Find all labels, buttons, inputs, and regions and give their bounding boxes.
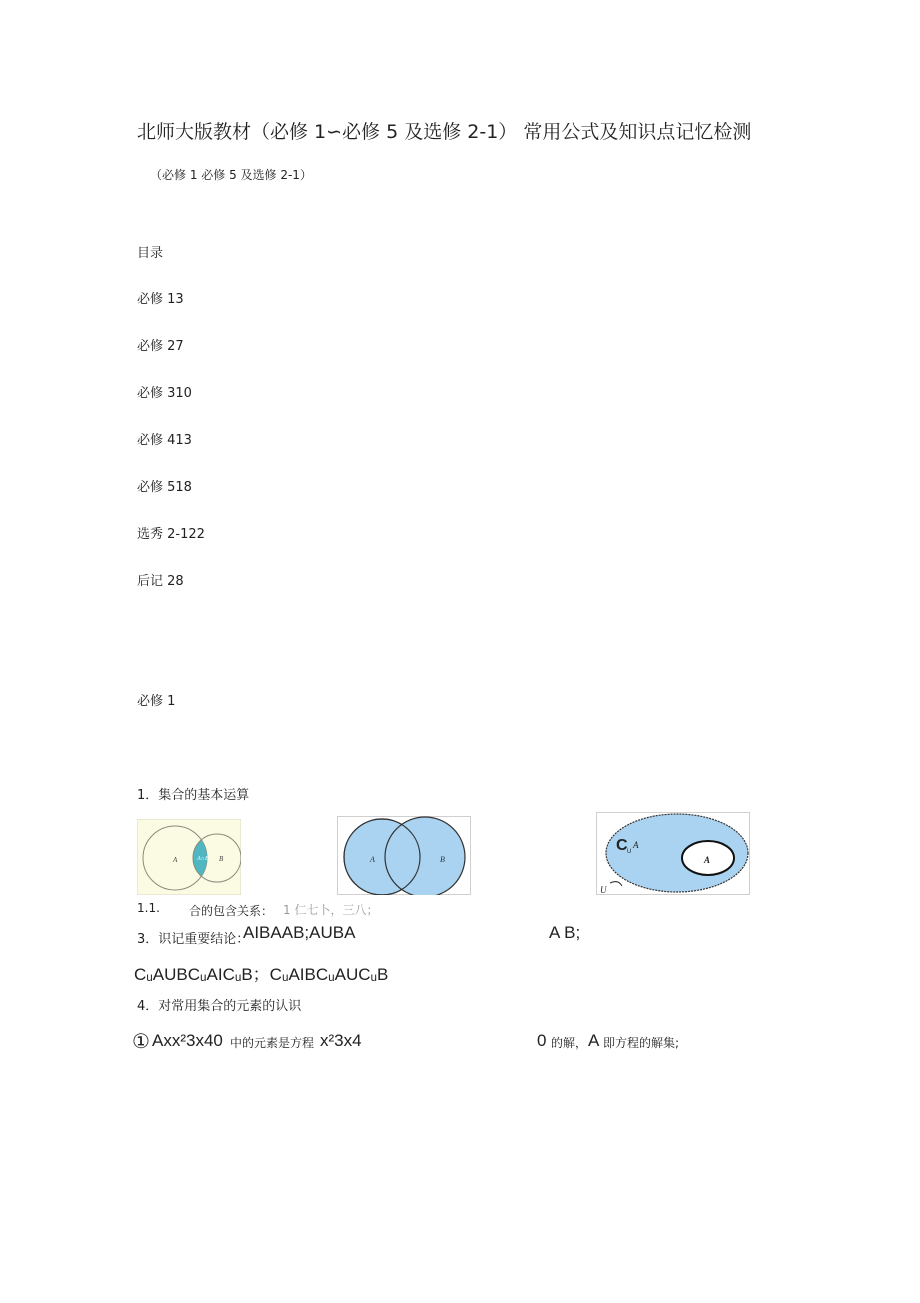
equation-left: x²3x4 xyxy=(320,1031,362,1050)
item-4-1-solution-text: 的解， xyxy=(551,1036,588,1050)
set-a-symbol: A xyxy=(588,1031,600,1050)
item-4-1-solution-set-text: 即方程的解集; xyxy=(603,1036,680,1050)
label-c-a: A xyxy=(633,840,639,850)
label-a-cap-b: A∩B xyxy=(197,856,209,862)
label-c-sub: U xyxy=(627,849,632,855)
toc-item: 必修 518 xyxy=(137,480,192,495)
page-subtitle: （必修 1 必修 5 及选修 2-1） xyxy=(150,168,312,182)
toc-item: 必修 310 xyxy=(137,386,192,401)
item-1-1-number: 1.1. xyxy=(137,901,160,915)
item-3-formula: AIBAAB;AUBA xyxy=(243,923,356,942)
page-title: 北师大版教材（必修 1∽必修 5 及选修 2-1） 常用公式及知识点记忆检测 xyxy=(137,121,752,143)
venn-complement-figure xyxy=(596,812,750,895)
toc-item: 必修 27 xyxy=(137,339,184,354)
equation-zero: 0 xyxy=(537,1031,547,1050)
circled-number-one: ① xyxy=(132,1031,150,1053)
toc-item: 必修 413 xyxy=(137,433,192,448)
label-c: C xyxy=(616,837,628,854)
label-a: A xyxy=(173,856,178,864)
label-b: B xyxy=(219,855,224,863)
item-1-1-faint-text: 1 仁七卜，三八； xyxy=(283,903,379,917)
item-4-1-text: 中的元素是方程 xyxy=(230,1036,315,1050)
item-3-label: 3．识记重要结论： xyxy=(137,932,250,947)
toc-item: 选秀 2-122 xyxy=(137,527,205,542)
item-3-formula-right: A B; xyxy=(549,923,581,942)
label-a: A xyxy=(370,855,375,864)
toc-item: 必修 13 xyxy=(137,292,184,307)
item-set-operations: 1．集合的基本运算 xyxy=(137,788,250,803)
item-3-formula-line2: CᵤAUBCᵤAICᵤB；CᵤAIBCᵤAUCᵤB xyxy=(134,965,389,984)
venn-intersection-figure xyxy=(137,819,241,895)
set-a-formula: Axx²3x40 xyxy=(152,1031,223,1050)
toc-item: 后记 28 xyxy=(137,574,184,589)
label-b: B xyxy=(440,855,445,864)
toc-heading: 目录 xyxy=(137,246,164,261)
section-heading: 必修 1 xyxy=(137,694,176,709)
item-1-1-text: 合的包含关系： xyxy=(189,904,274,918)
venn-union-figure xyxy=(337,816,471,895)
item-4-heading: 4．对常用集合的元素的认识 xyxy=(137,999,302,1014)
label-a: A xyxy=(704,855,711,865)
label-u: U xyxy=(600,885,607,895)
